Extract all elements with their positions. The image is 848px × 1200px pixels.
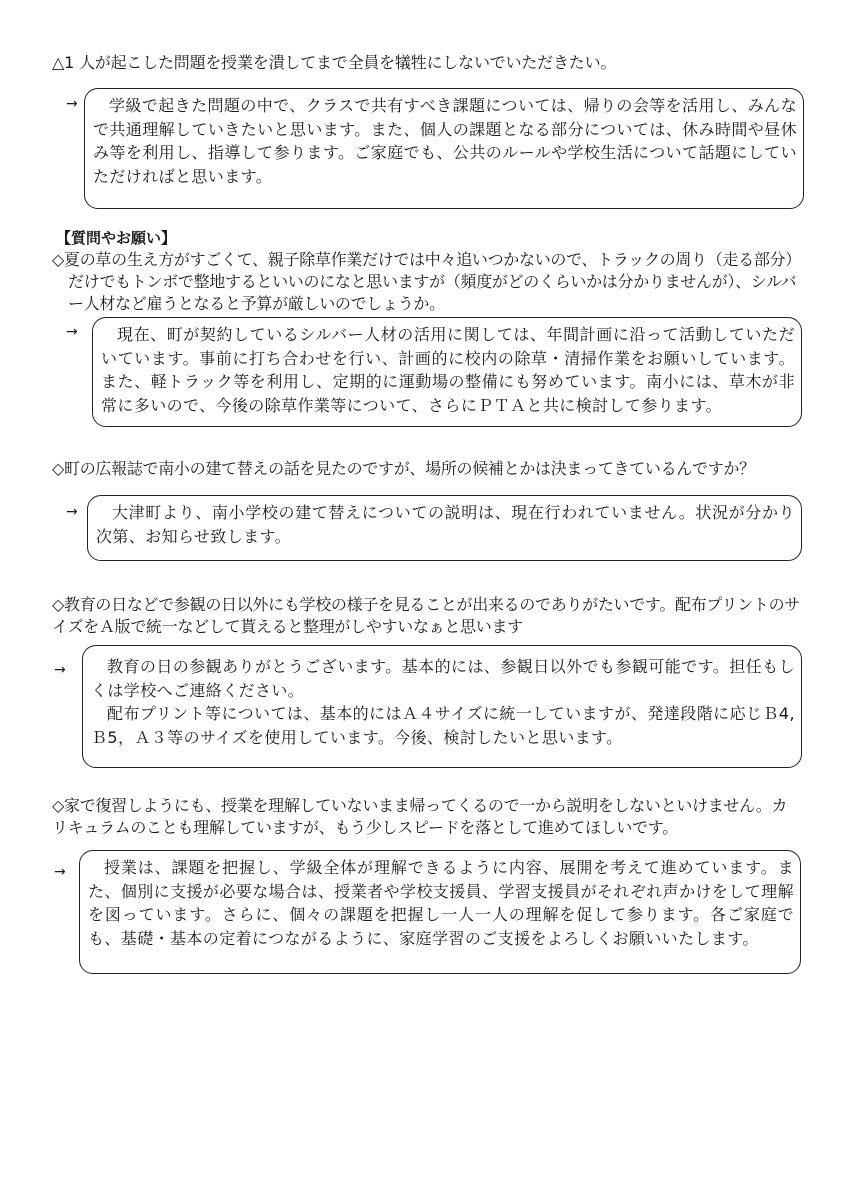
diamond-icon: ◇ bbox=[52, 796, 65, 815]
question-text: 教育の日などで参観の日以外にも学校の様子を見ることが出来るのでありがたいです。配布プリントのサイズをＡ版で統一などして貰えると整理がしやすいなぁと思います bbox=[52, 595, 800, 636]
answer-paragraph: 学級で起きた問題の中で、クラスで共有すべき課題については、帰りの会等を活用し、みんなで共通理解していきたいと思います。また、個人の課題となる部分については、休み時間や昼休み等を利用し、指導して参ります。ご家庭でも、公共のルールや学校生活について話題にしていただければと思います。 bbox=[93, 96, 797, 186]
arrow-icon: → bbox=[66, 504, 78, 520]
answer-paragraph: 現在、町が契約しているシルバー人材の活用に関しては、年間計画に沿って活動していただいています。事前に打ち合わせを行い、計画的に校内の除草・清掃作業をお願いしています。また、軽トラック等を利用し、定期的に運動場の整備にも努めています。南小には、草木が非常に多いので、今後の除草作業等について、さらにＰＴＡと共に検討して参ります。 bbox=[101, 325, 795, 415]
question-3 bbox=[52, 594, 802, 638]
triangle-icon: △ bbox=[52, 53, 65, 72]
section-heading: 【質問やお願い】 bbox=[56, 229, 177, 247]
question-text: 町の広報誌で南小の建て替えの話を見たのですが、場所の候補とかは決まってきているんですか？ bbox=[64, 459, 755, 478]
question-text: 1 人が起こした問題を授業を潰してまで全員を犠牲にしないでいただきたい。 bbox=[64, 53, 617, 72]
answer-box-2 bbox=[87, 495, 802, 561]
question-text: 夏の草の生え方がすごくて、親子除草作業だけでは中々追いつかないので、トラックの周り（走る部分）だけでもトンボで整地するといいのになと思いますが（頻度がどのくらいかは分かりませんが）、シルバー人材など雇うとなると予算が厳しいのでしょうか。 bbox=[64, 250, 801, 313]
answer-box-3 bbox=[82, 645, 802, 768]
answer-paragraph: 授業は、課題を把握し、学級全体が理解できるように内容、展開を考えて進めています。また、個別に支援が必要な場合は、授業者や学校支援員、学習支援員がそれぞれ声かけをして理解を図っています。さらに、個々の課題を把握し一人一人の理解を促して参ります。各ご家庭でも、基礎・基本の定着につながるように、家庭学習のご支援をよろしくお願いいたします。 bbox=[88, 858, 794, 948]
diamond-icon: ◇ bbox=[52, 595, 65, 614]
answer-box-0 bbox=[84, 88, 804, 209]
diamond-icon: ◇ bbox=[52, 459, 65, 478]
question-0 bbox=[52, 52, 616, 74]
arrow-icon: → bbox=[66, 96, 78, 112]
answer-box-1 bbox=[92, 317, 802, 427]
answer-paragraph: 配布プリント等については、基本的にはＡ４サイズに統一していますが、発達段階に応じＢ4,Ｂ5，Ａ３等のサイズを使用しています。今後、検討したいと思います。 bbox=[91, 704, 795, 747]
question-2 bbox=[52, 458, 802, 480]
arrow-icon: → bbox=[54, 662, 66, 678]
answer-paragraph: 教育の日の参観ありがとうございます。基本的には、参観日以外でも参観可能です。担任もしくは学校へご連絡ください。 bbox=[91, 657, 795, 700]
arrow-icon: → bbox=[66, 324, 78, 340]
arrow-icon: → bbox=[54, 864, 66, 880]
question-4 bbox=[52, 795, 802, 839]
answer-paragraph: 大津町より、南小学校の建て替えについての説明は、現在行われていません。状況が分かり次第、お知らせ致します。 bbox=[96, 503, 795, 546]
question-1 bbox=[52, 249, 804, 315]
question-text: 家で復習しようにも、授業を理解していないまま帰ってくるので一から説明をしないといけません。カリキュラムのことも理解していますが、もう少しスピードを落として進めてほしいです。 bbox=[52, 796, 788, 837]
answer-box-4 bbox=[79, 850, 801, 974]
diamond-icon: ◇ bbox=[52, 250, 65, 269]
